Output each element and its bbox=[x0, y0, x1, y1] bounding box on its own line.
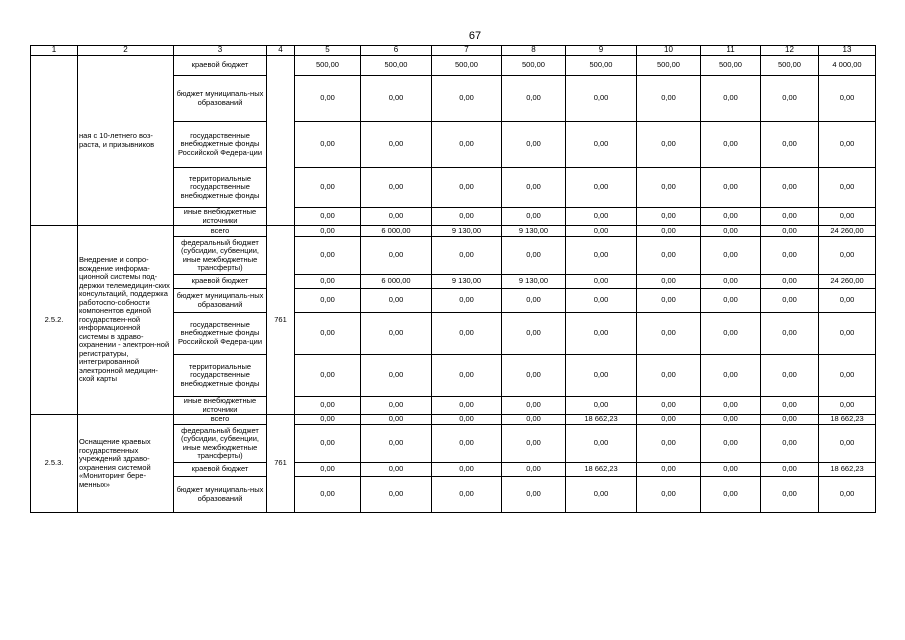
value-cell: 500,00 bbox=[361, 56, 432, 76]
value-cell: 0,00 bbox=[295, 275, 361, 289]
value-cell: 0,00 bbox=[701, 425, 761, 463]
value-cell: 500,00 bbox=[637, 56, 701, 76]
value-cell: 0,00 bbox=[637, 168, 701, 208]
value-cell: 0,00 bbox=[502, 122, 566, 168]
value-cell: 0,00 bbox=[566, 168, 637, 208]
funding-source: федеральный бюджет (субсидии, субвенции, иные межбюджетные трансферты) bbox=[174, 237, 267, 275]
value-cell: 0,00 bbox=[566, 397, 637, 415]
value-cell: 0,00 bbox=[761, 463, 819, 477]
value-cell: 0,00 bbox=[502, 415, 566, 425]
value-cell: 500,00 bbox=[761, 56, 819, 76]
value-cell: 0,00 bbox=[819, 397, 876, 415]
value-cell: 0,00 bbox=[761, 122, 819, 168]
funding-source: всего bbox=[174, 415, 267, 425]
value-cell: 0,00 bbox=[566, 275, 637, 289]
value-cell: 0,00 bbox=[361, 208, 432, 226]
value-cell: 500,00 bbox=[295, 56, 361, 76]
value-cell: 0,00 bbox=[819, 122, 876, 168]
value-cell: 0,00 bbox=[761, 208, 819, 226]
page-number: 67 bbox=[468, 30, 482, 42]
value-cell: 0,00 bbox=[701, 463, 761, 477]
value-cell: 0,00 bbox=[361, 122, 432, 168]
header-cell: 8 bbox=[502, 46, 566, 56]
header-row bbox=[31, 46, 876, 56]
value-cell: 0,00 bbox=[432, 425, 502, 463]
funding-source: иные внебюджетные источники bbox=[174, 208, 267, 226]
value-cell: 0,00 bbox=[295, 226, 361, 237]
header-cell: 7 bbox=[432, 46, 502, 56]
funding-source: территориальные государственные внебюджетные фонды bbox=[174, 355, 267, 397]
value-cell: 0,00 bbox=[502, 463, 566, 477]
row-index: 2.5.2. bbox=[31, 226, 78, 415]
header-cell: 12 bbox=[761, 46, 819, 56]
table-row bbox=[31, 226, 876, 237]
value-cell: 0,00 bbox=[637, 275, 701, 289]
value-cell: 9 130,00 bbox=[502, 226, 566, 237]
value-cell: 9 130,00 bbox=[432, 226, 502, 237]
value-cell: 0,00 bbox=[566, 289, 637, 313]
header-cell: 3 bbox=[174, 46, 267, 56]
value-cell: 0,00 bbox=[701, 168, 761, 208]
value-cell: 0,00 bbox=[295, 397, 361, 415]
value-cell: 0,00 bbox=[819, 208, 876, 226]
value-cell: 0,00 bbox=[761, 289, 819, 313]
funding-source: бюджет муниципаль-ных образований bbox=[174, 76, 267, 122]
value-cell: 0,00 bbox=[566, 425, 637, 463]
funding-source: краевой бюджет bbox=[174, 56, 267, 76]
value-cell: 0,00 bbox=[566, 122, 637, 168]
value-cell: 0,00 bbox=[502, 355, 566, 397]
value-cell: 500,00 bbox=[502, 56, 566, 76]
header-cell: 10 bbox=[637, 46, 701, 56]
header-cell: 13 bbox=[819, 46, 876, 56]
value-cell: 0,00 bbox=[637, 463, 701, 477]
value-cell: 0,00 bbox=[432, 208, 502, 226]
value-cell: 0,00 bbox=[432, 477, 502, 513]
header-cell: 11 bbox=[701, 46, 761, 56]
value-cell: 0,00 bbox=[502, 289, 566, 313]
value-cell: 0,00 bbox=[361, 289, 432, 313]
funding-source: государственные внебюджетные фонды Российской Федера-ции bbox=[174, 313, 267, 355]
value-cell: 0,00 bbox=[761, 237, 819, 275]
value-cell: 0,00 bbox=[432, 289, 502, 313]
value-cell: 0,00 bbox=[432, 397, 502, 415]
activity-name: Оснащение краевых государственных учреждений здраво-охранения системой «Мониторинг бере-менных» bbox=[78, 415, 174, 513]
value-cell: 0,00 bbox=[432, 463, 502, 477]
value-cell: 0,00 bbox=[432, 237, 502, 275]
value-cell: 0,00 bbox=[819, 289, 876, 313]
value-cell: 0,00 bbox=[295, 208, 361, 226]
value-cell: 0,00 bbox=[637, 237, 701, 275]
value-cell: 0,00 bbox=[819, 76, 876, 122]
value-cell: 0,00 bbox=[295, 168, 361, 208]
value-cell: 0,00 bbox=[361, 355, 432, 397]
value-cell: 0,00 bbox=[819, 313, 876, 355]
value-cell: 24 260,00 bbox=[819, 275, 876, 289]
value-cell: 0,00 bbox=[761, 415, 819, 425]
value-cell: 18 662,23 bbox=[566, 415, 637, 425]
value-cell: 0,00 bbox=[701, 415, 761, 425]
value-cell: 0,00 bbox=[432, 76, 502, 122]
value-cell: 0,00 bbox=[819, 237, 876, 275]
value-cell: 0,00 bbox=[761, 275, 819, 289]
value-cell: 18 662,23 bbox=[819, 415, 876, 425]
value-cell: 0,00 bbox=[637, 425, 701, 463]
value-cell: 0,00 bbox=[637, 397, 701, 415]
value-cell: 0,00 bbox=[637, 226, 701, 237]
value-cell: 0,00 bbox=[761, 477, 819, 513]
value-cell: 0,00 bbox=[361, 477, 432, 513]
value-cell: 0,00 bbox=[432, 122, 502, 168]
value-cell: 0,00 bbox=[361, 415, 432, 425]
value-cell: 0,00 bbox=[637, 355, 701, 397]
value-cell: 0,00 bbox=[637, 415, 701, 425]
value-cell: 0,00 bbox=[361, 397, 432, 415]
funding-source: федеральный бюджет (субсидии, субвенции, иные межбюджетные трансферты) bbox=[174, 425, 267, 463]
value-cell: 0,00 bbox=[432, 415, 502, 425]
header-cell: 4 bbox=[267, 46, 295, 56]
funding-source: краевой бюджет bbox=[174, 275, 267, 289]
header-cell: 6 bbox=[361, 46, 432, 56]
funding-source: всего bbox=[174, 226, 267, 237]
funding-source: бюджет муниципаль-ных образований bbox=[174, 477, 267, 513]
value-cell: 0,00 bbox=[566, 477, 637, 513]
value-cell: 0,00 bbox=[761, 313, 819, 355]
budget-table bbox=[30, 45, 876, 513]
value-cell: 0,00 bbox=[819, 168, 876, 208]
funding-source: государственные внебюджетные фонды Российской Федера-ции bbox=[174, 122, 267, 168]
value-cell: 18 662,23 bbox=[819, 463, 876, 477]
funding-source: бюджет муниципаль-ных образований bbox=[174, 289, 267, 313]
value-cell: 0,00 bbox=[566, 313, 637, 355]
value-cell: 0,00 bbox=[566, 208, 637, 226]
budget-code bbox=[267, 56, 295, 226]
value-cell: 0,00 bbox=[761, 355, 819, 397]
table-body bbox=[31, 46, 876, 513]
value-cell: 0,00 bbox=[361, 463, 432, 477]
value-cell: 0,00 bbox=[502, 477, 566, 513]
value-cell: 0,00 bbox=[566, 226, 637, 237]
value-cell: 0,00 bbox=[761, 76, 819, 122]
value-cell: 0,00 bbox=[502, 76, 566, 122]
value-cell: 0,00 bbox=[701, 208, 761, 226]
value-cell: 0,00 bbox=[295, 463, 361, 477]
activity-name: ная с 10-летнего воз-раста, и призывников bbox=[78, 56, 174, 226]
budget-code: 761 bbox=[267, 415, 295, 513]
funding-source: иные внебюджетные источники bbox=[174, 397, 267, 415]
value-cell: 0,00 bbox=[701, 397, 761, 415]
value-cell: 0,00 bbox=[701, 477, 761, 513]
value-cell: 0,00 bbox=[637, 477, 701, 513]
value-cell: 0,00 bbox=[295, 355, 361, 397]
row-index: 2.5.3. bbox=[31, 415, 78, 513]
value-cell: 0,00 bbox=[361, 168, 432, 208]
value-cell: 9 130,00 bbox=[432, 275, 502, 289]
value-cell: 24 260,00 bbox=[819, 226, 876, 237]
value-cell: 0,00 bbox=[295, 237, 361, 275]
value-cell: 9 130,00 bbox=[502, 275, 566, 289]
value-cell: 0,00 bbox=[637, 313, 701, 355]
value-cell: 500,00 bbox=[701, 56, 761, 76]
value-cell: 0,00 bbox=[502, 237, 566, 275]
value-cell: 0,00 bbox=[701, 355, 761, 397]
value-cell: 18 662,23 bbox=[566, 463, 637, 477]
value-cell: 0,00 bbox=[295, 122, 361, 168]
value-cell: 0,00 bbox=[701, 289, 761, 313]
value-cell: 0,00 bbox=[637, 122, 701, 168]
activity-name: Внедрение и сопро-вождение информа-ционной системы под-держки телемедицин-ских консультаций, поддержка работоспо-собности компонентов единой государствен-ной информационной системы в здраво-охранении - электрон-ной регистратуры, интегрированной электронной медицин-ской карты bbox=[78, 226, 174, 415]
value-cell: 500,00 bbox=[432, 56, 502, 76]
value-cell: 0,00 bbox=[701, 226, 761, 237]
value-cell: 500,00 bbox=[566, 56, 637, 76]
value-cell: 0,00 bbox=[295, 313, 361, 355]
value-cell: 0,00 bbox=[361, 425, 432, 463]
value-cell: 0,00 bbox=[295, 76, 361, 122]
value-cell: 0,00 bbox=[761, 397, 819, 415]
value-cell: 0,00 bbox=[761, 226, 819, 237]
value-cell: 0,00 bbox=[701, 275, 761, 289]
budget-code: 761 bbox=[267, 226, 295, 415]
value-cell: 0,00 bbox=[295, 425, 361, 463]
value-cell: 0,00 bbox=[566, 237, 637, 275]
row-index bbox=[31, 56, 78, 226]
table-row bbox=[31, 56, 876, 76]
value-cell: 0,00 bbox=[502, 168, 566, 208]
value-cell: 0,00 bbox=[432, 168, 502, 208]
value-cell: 0,00 bbox=[701, 313, 761, 355]
value-cell: 6 000,00 bbox=[361, 275, 432, 289]
value-cell: 6 000,00 bbox=[361, 226, 432, 237]
value-cell: 0,00 bbox=[295, 477, 361, 513]
value-cell: 0,00 bbox=[819, 477, 876, 513]
value-cell: 4 000,00 bbox=[819, 56, 876, 76]
value-cell: 0,00 bbox=[701, 237, 761, 275]
value-cell: 0,00 bbox=[701, 76, 761, 122]
header-cell: 2 bbox=[78, 46, 174, 56]
value-cell: 0,00 bbox=[502, 208, 566, 226]
funding-source: краевой бюджет bbox=[174, 463, 267, 477]
value-cell: 0,00 bbox=[432, 355, 502, 397]
value-cell: 0,00 bbox=[432, 313, 502, 355]
value-cell: 0,00 bbox=[637, 289, 701, 313]
value-cell: 0,00 bbox=[295, 415, 361, 425]
funding-source: территориальные государственные внебюджетные фонды bbox=[174, 168, 267, 208]
table-row bbox=[31, 415, 876, 425]
value-cell: 0,00 bbox=[819, 355, 876, 397]
value-cell: 0,00 bbox=[761, 425, 819, 463]
header-cell: 1 bbox=[31, 46, 78, 56]
value-cell: 0,00 bbox=[566, 355, 637, 397]
value-cell: 0,00 bbox=[361, 76, 432, 122]
value-cell: 0,00 bbox=[761, 168, 819, 208]
value-cell: 0,00 bbox=[701, 122, 761, 168]
header-cell: 5 bbox=[295, 46, 361, 56]
value-cell: 0,00 bbox=[819, 425, 876, 463]
value-cell: 0,00 bbox=[637, 76, 701, 122]
value-cell: 0,00 bbox=[361, 237, 432, 275]
value-cell: 0,00 bbox=[502, 425, 566, 463]
value-cell: 0,00 bbox=[566, 76, 637, 122]
value-cell: 0,00 bbox=[295, 289, 361, 313]
value-cell: 0,00 bbox=[502, 397, 566, 415]
value-cell: 0,00 bbox=[361, 313, 432, 355]
header-cell: 9 bbox=[566, 46, 637, 56]
value-cell: 0,00 bbox=[637, 208, 701, 226]
value-cell: 0,00 bbox=[502, 313, 566, 355]
